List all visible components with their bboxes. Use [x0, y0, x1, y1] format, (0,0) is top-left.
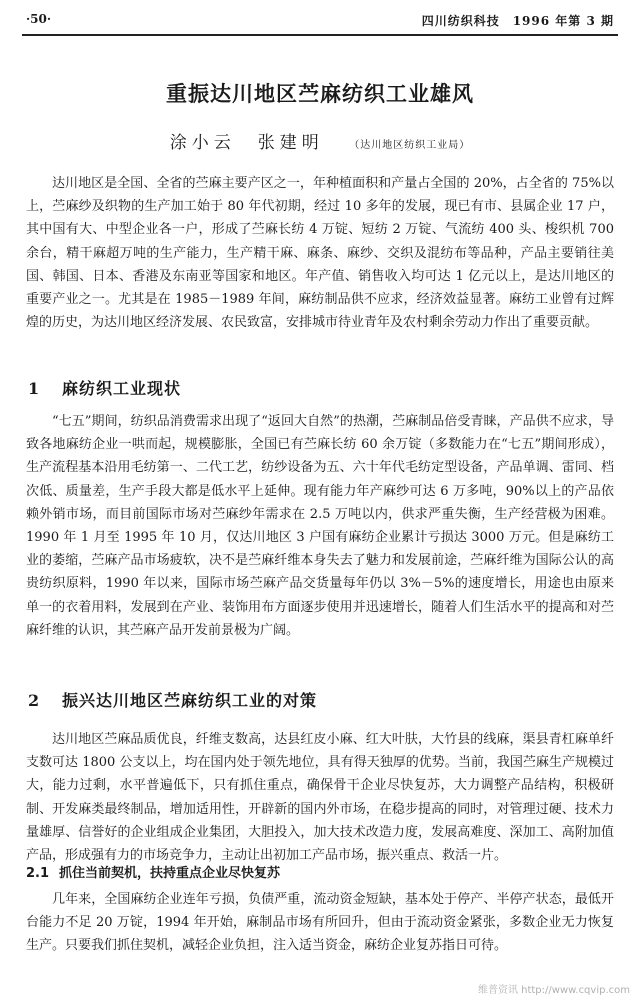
running-header: [22, 8, 618, 32]
subsection-heading: [26, 862, 280, 881]
section-title: 麻纺织工业现状: [62, 379, 182, 398]
page-number: ·50·: [26, 12, 52, 26]
author-affiliation: （达川地区纺织工业局）: [349, 140, 471, 151]
author-line: [0, 128, 640, 153]
intro-paragraph: 达川地区是全国、全省的苎麻主要产区之一，年种植面积和产量占全国的 20%，占全省的 75%以上，苎麻纱及织物的生产加工始于 80 年代初期，经过 10 多年的发展，现已有市、县属企业 17 户，其中国有大、中型企业各一户，形成了苎麻长纺 4 万锭、短纺 2 万锭、气流纺 400 头、梭织机 700 余台，精干麻超万吨的生产能力，生产精干麻、麻条、麻纱、交织及混纺布等品种，产品主要销往美国、韩国、日本、香港及东南亚等国家和地区。年产值、销售收入均可达 1 亿元以上，是达川地区的重要产业之一。尤其是在 1985－1989 年间，麻纺制品供不应求，经济效益显著。麻纺工业曾有过辉煌的历史，为达川地区经济发展、农民致富，安排城市待业青年及农村剩余劳动力作出了重要贡献。: [26, 176, 614, 331]
source-watermark: 维普资讯 http://www.cqvip.com: [477, 985, 630, 996]
article-title: 重振达川地区苎麻纺织工业雄风: [166, 82, 474, 106]
journal-info: 四川纺织科技 1996 年第 3 期: [421, 14, 614, 28]
subsection-number: 2.1: [26, 866, 50, 881]
section-heading-1: [28, 376, 614, 399]
section-heading-2: [28, 688, 614, 711]
header-rule: [22, 34, 618, 36]
section-title: 振兴达川地区苎麻纺织工业的对策: [62, 691, 318, 710]
subsection-title: 抓住当前契机，扶持重点企业尽快复苏: [59, 866, 281, 881]
section1-paragraph: “七五”期间，纺织品消费需求出现了“返回大自然”的热潮，苎麻制品倍受青睐，产品供不应求，导致各地麻纺企业一哄而起，规模膨胀，全国已有苎麻长纺 60 余万锭（多数能力在“七五”期间形成），生产流程基本沿用毛纺第一、二代工艺，纺纱设备为五、六十年代毛纺定型设备，产品单调、雷同、档次低、质量差，生产手段大都是低水平上延伸。现有能力年产麻纱可达 6 万多吨，90%以上的产品依赖外销市场，而目前国际市场对苎麻纱年需求在 2.5 万吨以内，供求严重失衡，生产经营极为困难。1990 年 1 月至 1995 年 10 月，仅达川地区 3 户国有麻纺企业累计亏损达 3000 万元。但是麻纺工业的萎缩，苎麻产品市场疲软，决不是苎麻纤维本身失去了魅力和发展前途，苎麻纤维为国际公认的高贵纺织原料，1990 年以来，国际市场苎麻产品交货量每年仍以 3%－5%的速度增长，用途也由原来单一的衣着用料，发展到在产业、装饰用布方面逐步使用并迅速增长，随着人们生活水平的提高和对苎麻纤维的认识，其苎麻产品开发前景极为广阔。: [26, 414, 614, 638]
subsection-paragraph: 几年来，全国麻纺企业连年亏损，负债严重，流动资金短缺，基本处于停产、半停产状态，最低开台能力不足 20 万锭，1994 年开始，麻制品市场有所回升，但由于流动资金紧张，多数企业无力恢复生产。只要我们抓住契机，减轻企业负担，注入适当资金，麻纺企业复苏指日可待。: [26, 892, 614, 954]
section-number: 1: [28, 379, 41, 398]
author-names: 涂小云 张建明: [169, 133, 324, 153]
section-number: 2: [28, 691, 41, 710]
section2-paragraph: 达川地区苎麻品质优良，纤维支数高，达县红皮小麻、红大叶肤，大竹县的线麻，渠县青杠麻单纤支数可达 1800 公支以上，均在国内处于领先地位，具有得天独厚的优势。当前，我国苎麻生产规模过大，能力过剩，水平普遍低下，只有抓住重点，确保骨干企业尽快复苏，大力调整产品结构，积极研制、开发麻类最终制品，增加适用性，开辟新的国内外市场，在稳步提高的同时，对管理过硬、技术力量雄厚、信誉好的企业组成企业集团，大胆投入，加大技术改造力度，发展高难度、深加工、高附加值产品，形成强有力的市场竞争力，主动让出初加工产品市场，振兴重点、救活一片。: [26, 732, 614, 864]
